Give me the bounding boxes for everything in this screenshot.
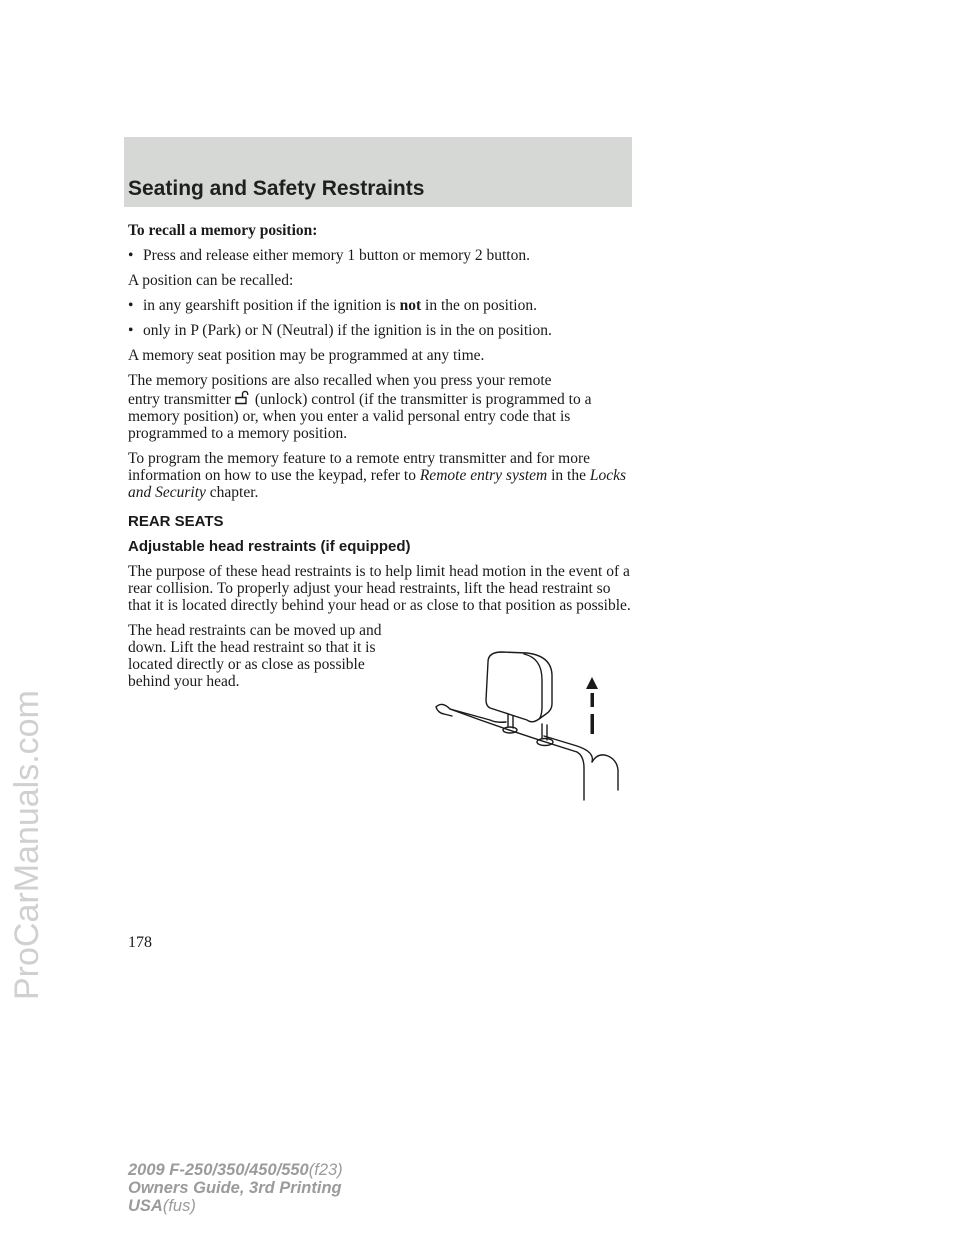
recall-heading: To recall a memory position: <box>128 222 318 239</box>
paragraph <box>128 372 634 442</box>
footer <box>128 1161 343 1215</box>
page-content <box>128 222 634 698</box>
footer-line <box>128 1161 343 1179</box>
page-title: Seating and Safety Restraints <box>128 177 425 200</box>
paragraph: A position can be recalled: <box>128 272 294 289</box>
text-part: To program the memory feature to a remote entry transmitter and for more information on how to use the keypad, refer to <box>128 450 591 484</box>
bullet-dot: • <box>128 247 134 264</box>
footer-code: (f23) <box>308 1161 343 1179</box>
paragraph: The purpose of these head restraints is to help limit head motion in the event of a rear collision. To properly adjust your head restraints, lift the head restraint so that it is located directly behind your head or as close to that position as possible. <box>128 563 631 614</box>
watermark: ProCarManuals.com <box>8 690 46 1000</box>
paragraph: A memory seat position may be programmed at any time. <box>128 347 485 364</box>
section-heading: REAR SEATS <box>128 513 224 530</box>
bullet-text-part: in any gearshift position if the ignition is <box>143 297 396 314</box>
bullet-text: Press and release either memory 1 button or memory 2 button. <box>143 247 530 264</box>
page-number: 178 <box>128 934 152 951</box>
footer-line: Owners Guide, 3rd Printing <box>128 1179 342 1197</box>
emphasis-text: not <box>399 297 422 314</box>
text-part: chapter. <box>209 484 259 501</box>
bullet-dot: • <box>128 322 134 339</box>
text-part: (unlock) control (if the transmitter is programmed <box>254 391 565 408</box>
bullet-text: only in P (Park) or N (Neutral) if the ignition is in the on position. <box>143 322 552 339</box>
list-item <box>128 322 634 339</box>
footer-market: USA <box>128 1197 163 1215</box>
bullet-text <box>143 297 537 314</box>
bullet-text-part: in the on position. <box>425 297 537 314</box>
cross-reference: Remote entry system <box>419 467 548 484</box>
text-part: The memory positions are also recalled when you press your remote <box>128 372 552 389</box>
bullet-dot: • <box>128 297 134 314</box>
paragraph <box>128 450 634 501</box>
subsection-heading: Adjustable head restraints (if equipped) <box>128 538 411 555</box>
head-restraint-illustration <box>412 640 627 805</box>
cross-reference: Locks and Security <box>128 467 627 501</box>
arrow-up-icon <box>586 677 598 734</box>
list-item <box>128 247 634 264</box>
unlock-icon <box>233 389 249 405</box>
text-part: to a memory position) or, when you enter a valid personal entry code that is programmed to a memory position. <box>128 391 592 442</box>
list-item <box>128 297 634 314</box>
paragraph: The head restraints can be moved up and down. Lift the head restraint so that it is located directly or as close as possible behind your head. <box>128 622 382 690</box>
text-part: in the <box>551 467 586 484</box>
footer-line <box>128 1197 343 1215</box>
footer-code: (fus) <box>162 1197 196 1215</box>
footer-model: 2009 F-250/350/450/550 <box>128 1161 309 1179</box>
text-part: entry transmitter <box>128 391 231 408</box>
